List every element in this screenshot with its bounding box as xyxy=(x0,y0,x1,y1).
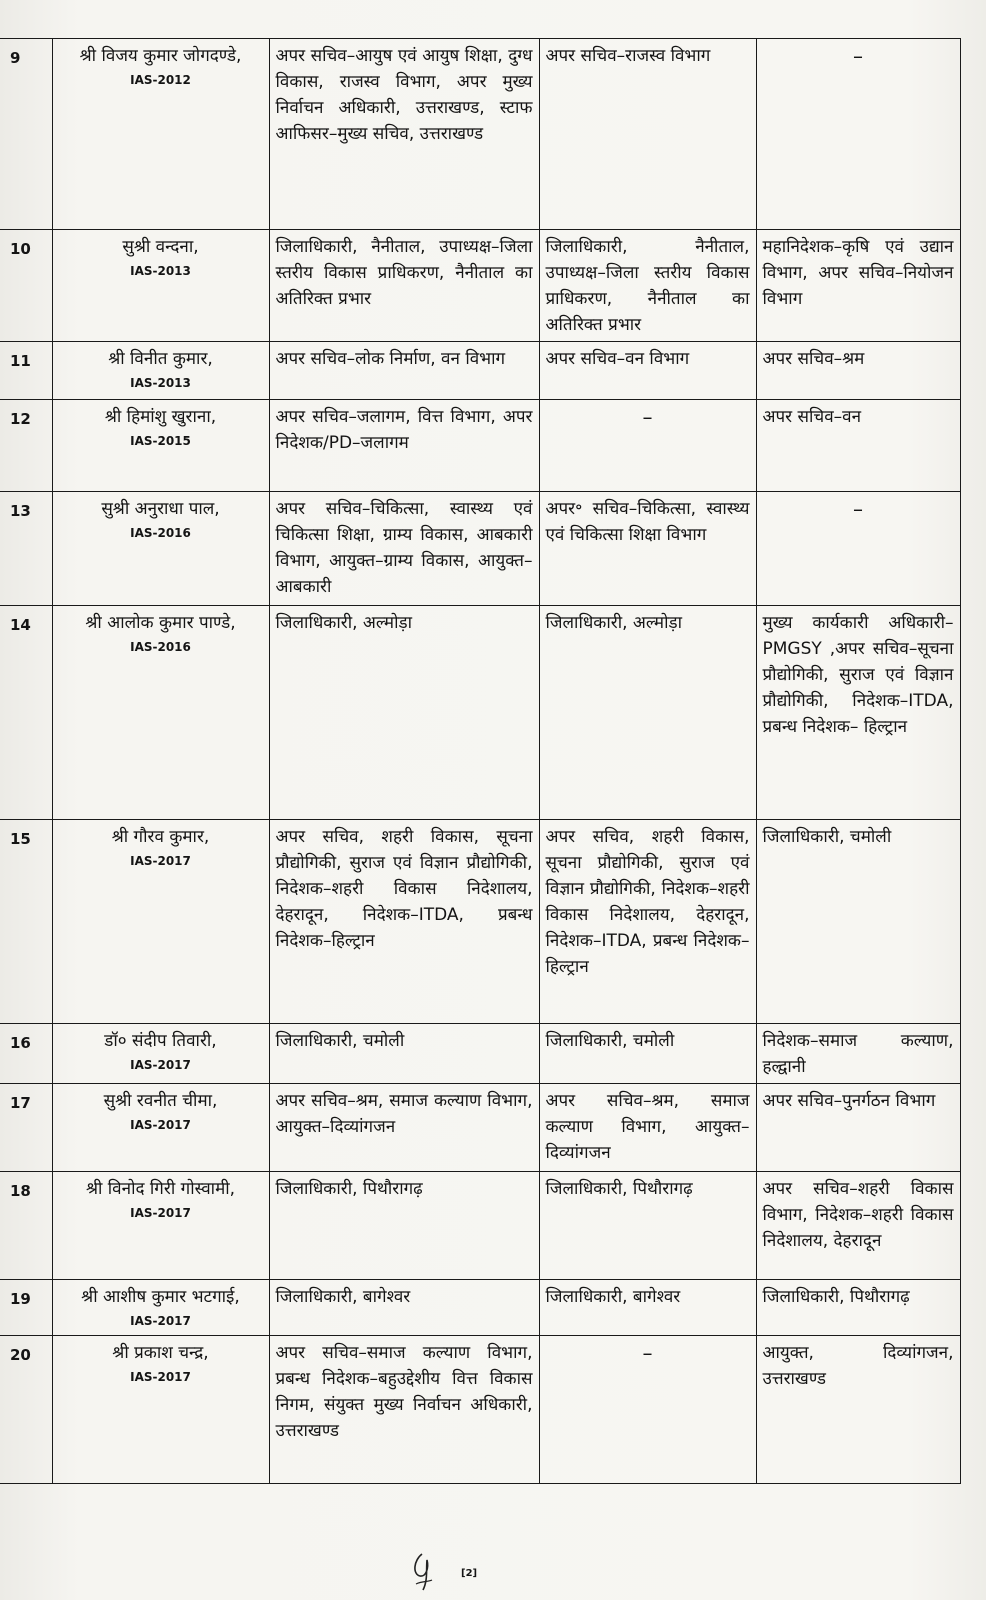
officer-batch: IAS-2016 xyxy=(130,526,191,540)
serial-number-cell: 12 xyxy=(0,400,52,492)
new-posting-cell: जिलाधिकारी, चमोली xyxy=(756,820,960,1024)
table-row xyxy=(0,1024,960,1084)
officer-name: श्री प्रकाश चन्द्र, xyxy=(112,1343,209,1363)
officer-batch: IAS-2013 xyxy=(130,264,191,278)
retained-posting-cell: अपर॰ सचिव–चिकित्सा, स्वास्थ्य एवं चिकित्सा शिक्षा विभाग xyxy=(539,492,756,606)
officer-name: श्री आलोक कुमार पाण्डे, xyxy=(85,613,236,633)
serial-number-cell: 9 xyxy=(0,39,52,230)
serial-number-cell: 19 xyxy=(0,1280,52,1336)
retained-posting-cell: अपर सचिव–वन विभाग xyxy=(539,342,756,400)
officer-name: श्री गौरव कुमार, xyxy=(111,827,210,847)
new-posting-cell: अपर सचिव–वन xyxy=(756,400,960,492)
table-row xyxy=(0,230,960,342)
page-footer xyxy=(408,1546,528,1596)
retained-posting-cell: जिलाधिकारी, पिथौरागढ़ xyxy=(539,1172,756,1280)
serial-number-cell: 10 xyxy=(0,230,52,342)
serial-number-cell: 18 xyxy=(0,1172,52,1280)
new-posting-cell: निदेशक–समाज कल्याण, हल्द्वानी xyxy=(756,1024,960,1084)
officer-posting-table xyxy=(0,38,961,1484)
officer-cell xyxy=(52,606,269,820)
retained-posting-cell: – xyxy=(539,400,756,492)
new-posting-cell: महानिदेशक–कृषि एवं उद्यान विभाग, अपर सचिव–नियोजन विभाग xyxy=(756,230,960,342)
new-posting-cell: – xyxy=(756,39,960,230)
officer-batch: IAS-2017 xyxy=(130,1314,191,1328)
officer-name: डॉ० संदीप तिवारी, xyxy=(104,1031,217,1051)
current-posting-cell: जिलाधिकारी, पिथौरागढ़ xyxy=(269,1172,539,1280)
officer-batch: IAS-2017 xyxy=(130,1118,191,1132)
officer-cell xyxy=(52,39,269,230)
officer-batch: IAS-2017 xyxy=(130,1058,191,1072)
retained-posting-cell: अपर सचिव–श्रम, समाज कल्याण विभाग, आयुक्त–दिव्यांगजन xyxy=(539,1084,756,1172)
officer-batch: IAS-2015 xyxy=(130,434,191,448)
table-row xyxy=(0,1280,960,1336)
table-row xyxy=(0,400,960,492)
serial-number-cell: 16 xyxy=(0,1024,52,1084)
table-row xyxy=(0,1084,960,1172)
officer-batch: IAS-2017 xyxy=(130,1206,191,1220)
officer-cell xyxy=(52,230,269,342)
officer-cell xyxy=(52,492,269,606)
officer-cell xyxy=(52,1172,269,1280)
officer-batch: IAS-2012 xyxy=(130,73,191,87)
table-row xyxy=(0,1336,960,1484)
serial-number-cell: 20 xyxy=(0,1336,52,1484)
retained-posting-cell: जिलाधिकारी, चमोली xyxy=(539,1024,756,1084)
current-posting-cell: अपर सचिव–समाज कल्याण विभाग, प्रबन्ध निदेशक–बहुउद्देशीय वित्त विकास निगम, संयुक्त मुख्य निर्वाचन अधिकारी, उत्तराखण्ड xyxy=(269,1336,539,1484)
officer-name: श्री विनोद गिरी गोस्वामी, xyxy=(85,1179,236,1199)
officer-cell xyxy=(52,1084,269,1172)
serial-number-cell: 17 xyxy=(0,1084,52,1172)
page-number: [2] xyxy=(461,1568,478,1579)
new-posting-cell: आयुक्त, दिव्यांगजन, उत्तराखण्ड xyxy=(756,1336,960,1484)
new-posting-cell: अपर सचिव–पुनर्गठन विभाग xyxy=(756,1084,960,1172)
current-posting-cell: अपर सचिव–चिकित्सा, स्वास्थ्य एवं चिकित्सा शिक्षा, ग्राम्य विकास, आबकारी विभाग, आयुक्त–ग्राम्य विकास, आयुक्त–आबकारी xyxy=(269,492,539,606)
serial-number-cell: 14 xyxy=(0,606,52,820)
table-row xyxy=(0,606,960,820)
officer-name: श्री हिमांशु खुराना, xyxy=(104,407,217,427)
officer-cell xyxy=(52,342,269,400)
current-posting-cell: अपर सचिव–जलागम, वित्त विभाग, अपर निदेशक/PD–जलागम xyxy=(269,400,539,492)
signature-mark xyxy=(408,1546,458,1596)
officer-name: श्री विनीत कुमार, xyxy=(108,349,213,369)
officer-cell xyxy=(52,1024,269,1084)
table-row xyxy=(0,492,960,606)
officer-name: सुश्री रवनीत चीमा, xyxy=(103,1091,218,1111)
officer-name: श्री विजय कुमार जोगदण्डे, xyxy=(79,46,242,66)
current-posting-cell: अपर सचिव–आयुष एवं आयुष शिक्षा, दुग्ध विकास, राजस्व विभाग, अपर मुख्य निर्वाचन अधिकारी, उत्तराखण्ड, स्टाफ आफिसर–मुख्य सचिव, उत्तराखण्ड xyxy=(269,39,539,230)
current-posting-cell: अपर सचिव–श्रम, समाज कल्याण विभाग, आयुक्त–दिव्यांगजन xyxy=(269,1084,539,1172)
current-posting-cell: अपर सचिव, शहरी विकास, सूचना प्रौद्योगिकी, सुराज एवं विज्ञान प्रौद्योगिकी, निदेशक–शहरी विकास निदेशालय, देहरादून, निदेशक–ITDA, प्रबन्ध निदेशक–हिल्ट्रान xyxy=(269,820,539,1024)
new-posting-cell: – xyxy=(756,492,960,606)
table-row xyxy=(0,342,960,400)
current-posting-cell: जिलाधिकारी, बागेश्वर xyxy=(269,1280,539,1336)
table-body xyxy=(0,39,960,1484)
retained-posting-cell: जिलाधिकारी, बागेश्वर xyxy=(539,1280,756,1336)
officer-name: सुश्री अनुराधा पाल, xyxy=(101,499,220,519)
retained-posting-cell: जिलाधिकारी, अल्मोड़ा xyxy=(539,606,756,820)
serial-number-cell: 11 xyxy=(0,342,52,400)
officer-cell xyxy=(52,1280,269,1336)
officer-cell xyxy=(52,400,269,492)
retained-posting-cell: जिलाधिकारी, नैनीताल, उपाध्यक्ष–जिला स्तरीय विकास प्राधिकरण, नैनीताल का अतिरिक्त प्रभार xyxy=(539,230,756,342)
retained-posting-cell: अपर सचिव, शहरी विकास, सूचना प्रौद्योगिकी, सुराज एवं विज्ञान प्रौद्योगिकी, निदेशक–शहरी विकास निदेशालय, देहरादून, निदेशक–ITDA, प्रबन्ध निदेशक–हिल्ट्रान xyxy=(539,820,756,1024)
officer-batch: IAS-2017 xyxy=(130,1370,191,1384)
serial-number-cell: 15 xyxy=(0,820,52,1024)
retained-posting-cell: – xyxy=(539,1336,756,1484)
new-posting-cell: मुख्य कार्यकारी अधिकारी–PMGSY ,अपर सचिव–सूचना प्रौद्योगिकी, सुराज एवं विज्ञान प्रौद्योगिकी, निदेशक–ITDA, प्रबन्ध निदेशक– हिल्ट्रान xyxy=(756,606,960,820)
officer-name: सुश्री वन्दना, xyxy=(122,237,199,257)
new-posting-cell: जिलाधिकारी, पिथौरागढ़ xyxy=(756,1280,960,1336)
new-posting-cell: अपर सचिव–शहरी विकास विभाग, निदेशक–शहरी विकास निदेशालय, देहरादून xyxy=(756,1172,960,1280)
officer-batch: IAS-2013 xyxy=(130,376,191,390)
officer-name: श्री आशीष कुमार भटगाई, xyxy=(81,1287,240,1307)
current-posting-cell: जिलाधिकारी, नैनीताल, उपाध्यक्ष–जिला स्तरीय विकास प्राधिकरण, नैनीताल का अतिरिक्त प्रभार xyxy=(269,230,539,342)
serial-number-cell: 13 xyxy=(0,492,52,606)
table-row xyxy=(0,39,960,230)
table-row xyxy=(0,1172,960,1280)
new-posting-cell: अपर सचिव–श्रम xyxy=(756,342,960,400)
retained-posting-cell: अपर सचिव–राजस्व विभाग xyxy=(539,39,756,230)
table-row xyxy=(0,820,960,1024)
officer-cell xyxy=(52,820,269,1024)
current-posting-cell: जिलाधिकारी, अल्मोड़ा xyxy=(269,606,539,820)
officer-batch: IAS-2016 xyxy=(130,640,191,654)
officer-batch: IAS-2017 xyxy=(130,854,191,868)
officer-cell xyxy=(52,1336,269,1484)
current-posting-cell: जिलाधिकारी, चमोली xyxy=(269,1024,539,1084)
current-posting-cell: अपर सचिव–लोक निर्माण, वन विभाग xyxy=(269,342,539,400)
